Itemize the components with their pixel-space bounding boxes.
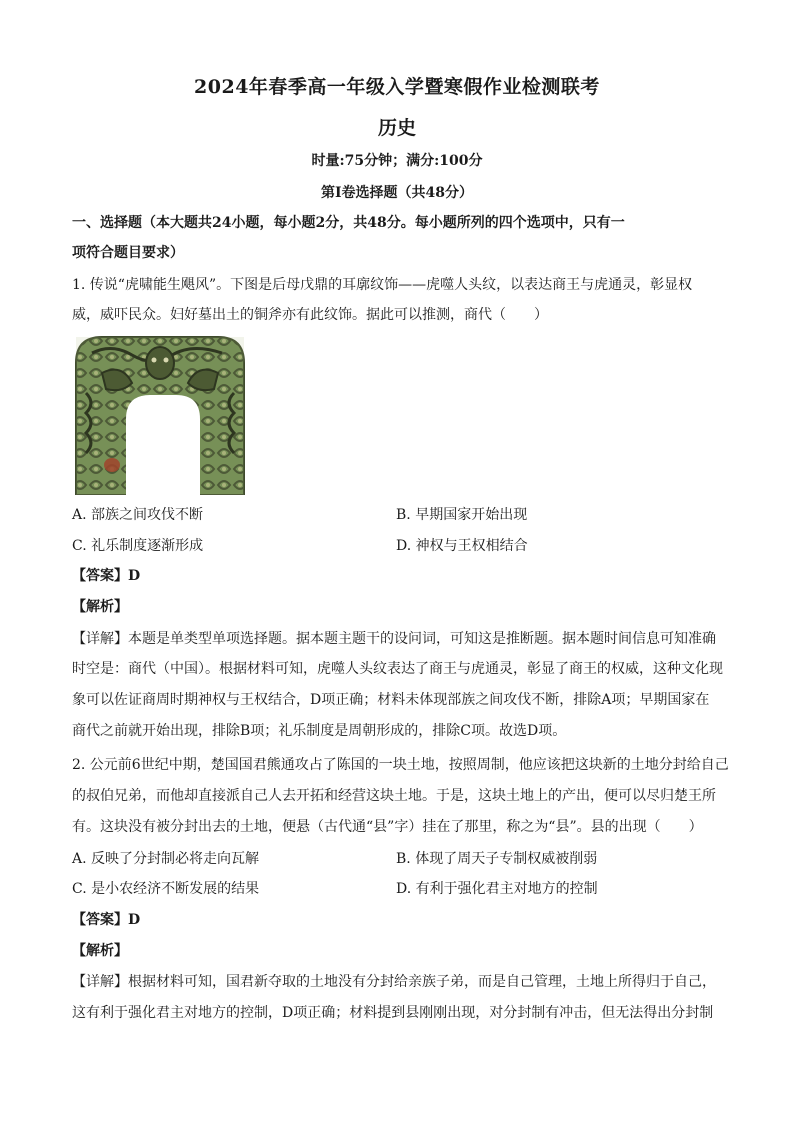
q2-option-c: C. 是小农经济不断发展的结果 (72, 881, 260, 897)
instructions-line-1: 一、选择题（本大题共24小题，每小题2分，共48分。每小题所列的四个选项中，只有一 (72, 215, 625, 231)
q1-option-c: C. 礼乐制度逐渐形成 (72, 538, 204, 554)
q2-analysis-label: 【解析】 (72, 943, 128, 959)
q2-option-a: A. 反映了分封制必将走向瓦解 (72, 851, 260, 867)
q2-detail-line-1: 【详解】根据材料可知，国君新夺取的土地没有分封给亲族子弟，而是自己管理，土地上所得归于自己， (72, 974, 716, 990)
q1-detail-line-2: 时空是：商代（中国）。根据材料可知，虎噬人头纹表达了商王与虎通灵，彰显了商王的权威，这种文化现 (72, 661, 723, 677)
q1-option-b: B. 早期国家开始出现 (396, 507, 528, 523)
q1-option-a: A. 部族之间攻伐不断 (72, 507, 204, 523)
q2-stem-line-1: 2. 公元前6世纪中期，楚国国君熊通攻占了陈国的一块土地，按照周制，他应该把这块新的土地分封给自己 (72, 757, 729, 773)
exam-info: 时量:75分钟；满分:100分 (311, 153, 483, 169)
instructions-line-2: 项符合题目要求） (72, 245, 184, 261)
q1-analysis-label: 【解析】 (72, 599, 128, 615)
section-title: 第Ⅰ卷选择题（共48分） (320, 185, 474, 201)
q1-stem-line-1: 1. 传说“虎啸能生飓风”。下图是后母戊鼎的耳廓纹饰——虎噬人头纹，以表达商王与虎通灵，彰显权 (72, 277, 693, 293)
q1-detail-line-3: 象可以佐证商周时期神权与王权结合，D项正确；材料未体现部族之间攻伐不断，排除A项；早期国家在 (72, 692, 710, 708)
q2-answer: 【答案】D (72, 912, 141, 928)
q1-option-d: D. 神权与王权相结合 (396, 538, 528, 554)
q2-option-d: D. 有利于强化君主对地方的控制 (396, 881, 598, 897)
q2-stem-line-3: 有。这块没有被分封出去的土地，便悬（古代通“县”字）挂在了那里，称之为“县”。县的出现（ ） (72, 819, 703, 835)
q1-answer: 【答案】D (72, 568, 141, 584)
q1-detail-line-4: 商代之前就开始出现，排除B项；礼乐制度是周朝形成的，排除C项。故选D项。 (72, 723, 567, 739)
q1-detail-line-1: 【详解】本题是单类型单项选择题。据本题主题干的设问词，可知这是推断题。据本题时间信息可知准确 (72, 631, 716, 647)
q2-stem-line-2: 的叔伯兄弟，而他却直接派自己人去开拓和经营这块土地。于是，这块土地上的产出，便可以尽归楚王所 (72, 788, 716, 804)
q2-option-b: B. 体现了周天子专制权威被削弱 (396, 851, 598, 867)
q2-detail-line-2: 这有利于强化君主对地方的控制，D项正确；材料提到县刚刚出现，对分封制有冲击，但无法得出分封制 (72, 1005, 714, 1021)
q1-stem-line-2: 威，威吓民众。妇好墓出土的铜斧亦有此纹饰。据此可以推测，商代（ ） (72, 307, 548, 323)
bronze-tiger-pattern-image (72, 333, 248, 495)
exam-title: 2024年春季高一年级入学暨寒假作业检测联考 (194, 76, 600, 98)
subject-title: 历史 (377, 117, 416, 139)
